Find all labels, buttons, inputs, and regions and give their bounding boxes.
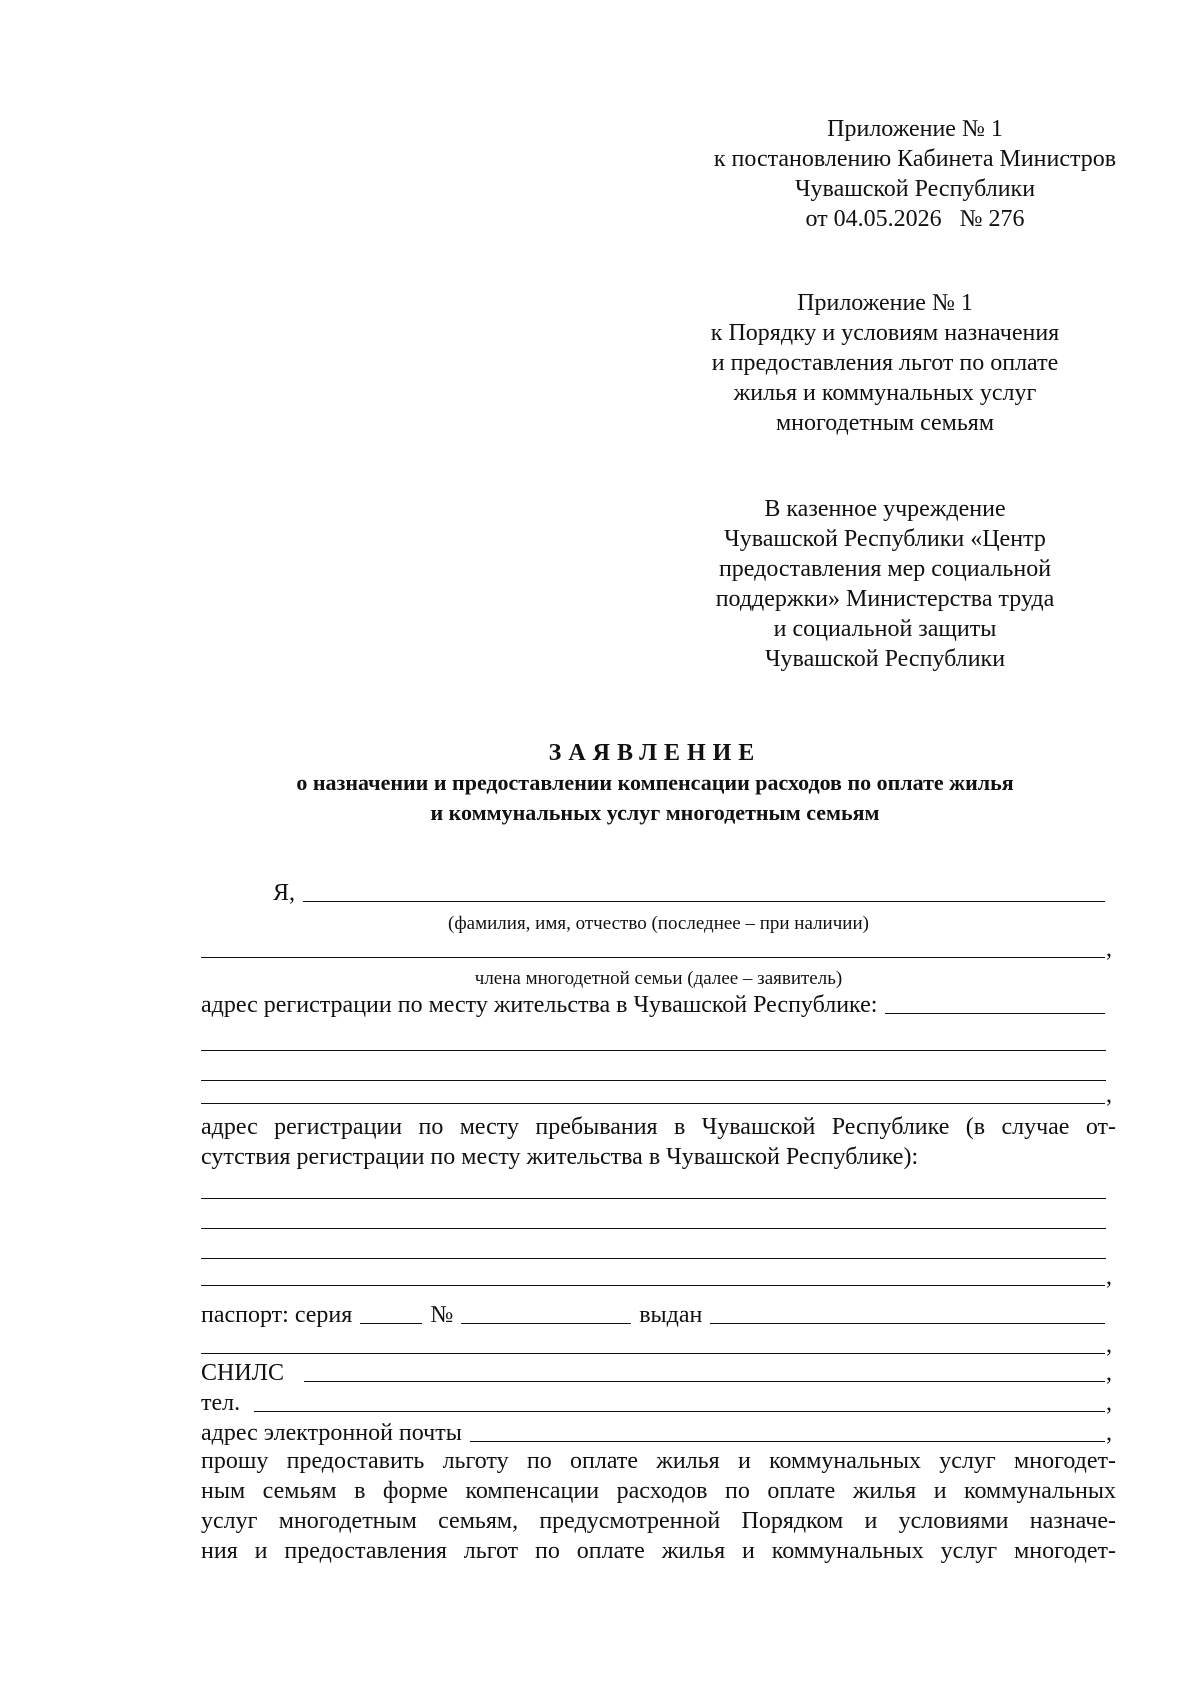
request-text-line: прошу предоставить льготу по оплате жилья и коммунальных услуг многодет- bbox=[201, 1448, 1116, 1474]
request-text-line: услуг многодетным семьям, предусмотренной Порядком и условиями назначе- bbox=[201, 1508, 1116, 1534]
appendix-1-line: Чувашской Республики bbox=[794, 176, 1036, 202]
residence-address-line[interactable] bbox=[201, 1050, 1106, 1051]
residence-label: адрес регистрации по месту жительства в Чувашской Республике: bbox=[201, 992, 878, 1018]
stay-label-line: адрес регистрации по месту пребывания в Чувашской Республике (в случае от- bbox=[201, 1114, 1116, 1140]
email-field[interactable] bbox=[470, 1441, 1105, 1442]
addressee-line: поддержки» Министерства труда bbox=[715, 586, 1055, 612]
snils-field[interactable] bbox=[304, 1381, 1105, 1382]
residence-address-field[interactable] bbox=[885, 1013, 1105, 1014]
email-row bbox=[201, 1418, 1116, 1448]
passport-series-field[interactable] bbox=[360, 1323, 422, 1324]
appendix-1-line: от 04.05.2026 № 276 bbox=[805, 206, 1025, 232]
passport-issued-line[interactable] bbox=[201, 1353, 1105, 1354]
appendix-2-line: к Порядку и условиям назначения bbox=[710, 320, 1060, 346]
appendix-2-line: многодетным семьям bbox=[775, 410, 995, 436]
phone-field[interactable] bbox=[254, 1411, 1105, 1412]
title-main: ЗАЯВЛЕНИЕ bbox=[548, 740, 762, 766]
passport-series-label: паспорт: серия bbox=[201, 1302, 353, 1328]
comma: , bbox=[1106, 1390, 1112, 1416]
request-text-line: ным семьям в форме компенсации расходов по оплате жилья и коммунальных bbox=[201, 1478, 1116, 1504]
comma: , bbox=[1106, 1420, 1112, 1446]
snils-label: СНИЛС bbox=[201, 1360, 284, 1386]
addressee-line: и социальной защиты bbox=[773, 616, 997, 642]
applicant-prefix: Я, bbox=[273, 880, 296, 906]
addressee-line: В казенное учреждение bbox=[764, 496, 1006, 522]
member-caption: члена многодетной семьи (далее – заявитель) bbox=[474, 968, 843, 989]
stay-address-line[interactable] bbox=[201, 1285, 1105, 1286]
title-subtitle-line: и коммунальных услуг многодетным семьям bbox=[430, 800, 880, 825]
residence-last-row bbox=[201, 1080, 1116, 1110]
passport-issued-label: выдан bbox=[639, 1302, 703, 1328]
email-label: адрес электронной почты bbox=[201, 1420, 462, 1446]
appendix-2-line: Приложение № 1 bbox=[797, 290, 973, 316]
applicant-name-row bbox=[201, 878, 1116, 908]
stay-address-line[interactable] bbox=[201, 1228, 1106, 1229]
addressee-block bbox=[640, 494, 1130, 674]
addressee-line: Чувашской Республики «Центр bbox=[724, 526, 1046, 552]
passport-row bbox=[201, 1300, 1116, 1330]
comma: , bbox=[1106, 1082, 1112, 1108]
passport-issued-field[interactable] bbox=[710, 1323, 1105, 1324]
addressee-line: предоставления мер социальной bbox=[718, 556, 1052, 582]
applicant-name-field[interactable] bbox=[303, 901, 1105, 902]
comma: , bbox=[1106, 1264, 1112, 1290]
stay-label-line: сутствия регистрации по месту жительства в Чувашской Республике): bbox=[201, 1144, 919, 1170]
member-field[interactable] bbox=[201, 957, 1105, 958]
residence-address-line[interactable] bbox=[201, 1103, 1105, 1104]
stay-last-row bbox=[201, 1262, 1116, 1292]
addressee-line: Чувашской Республики bbox=[764, 646, 1006, 672]
member-row bbox=[201, 934, 1116, 964]
appendix-1-header bbox=[635, 114, 1195, 234]
phone-row bbox=[201, 1388, 1116, 1418]
appendix-1-line: Приложение № 1 bbox=[827, 116, 1003, 142]
appendix-2-line: и предоставления льгот по оплате bbox=[711, 350, 1059, 376]
comma: , bbox=[1106, 936, 1112, 962]
request-text-line: ния и предоставления льгот по оплате жилья и коммунальных услуг многодет- bbox=[201, 1538, 1116, 1564]
residence-row bbox=[201, 990, 1116, 1020]
appendix-1-line: к постановлению Кабинета Министров bbox=[713, 146, 1117, 172]
comma: , bbox=[1106, 1332, 1112, 1358]
stay-address-line[interactable] bbox=[201, 1258, 1106, 1259]
passport-issued-row bbox=[201, 1330, 1116, 1360]
stay-address-field[interactable] bbox=[201, 1198, 1106, 1199]
passport-number-label: № bbox=[430, 1302, 454, 1328]
title-subtitle-line: о назначении и предоставлении компенсации расходов по оплате жилья bbox=[296, 770, 1014, 795]
passport-number-field[interactable] bbox=[461, 1323, 631, 1324]
applicant-name-caption: (фамилия, имя, отчество (последнее – при наличии) bbox=[448, 913, 869, 934]
appendix-2-header bbox=[620, 288, 1150, 438]
appendix-2-line: жилья и коммунальных услуг bbox=[733, 380, 1037, 406]
phone-label: тел. bbox=[201, 1390, 241, 1416]
comma: , bbox=[1106, 1360, 1112, 1386]
snils-row bbox=[201, 1358, 1116, 1388]
document-title bbox=[200, 738, 1110, 828]
